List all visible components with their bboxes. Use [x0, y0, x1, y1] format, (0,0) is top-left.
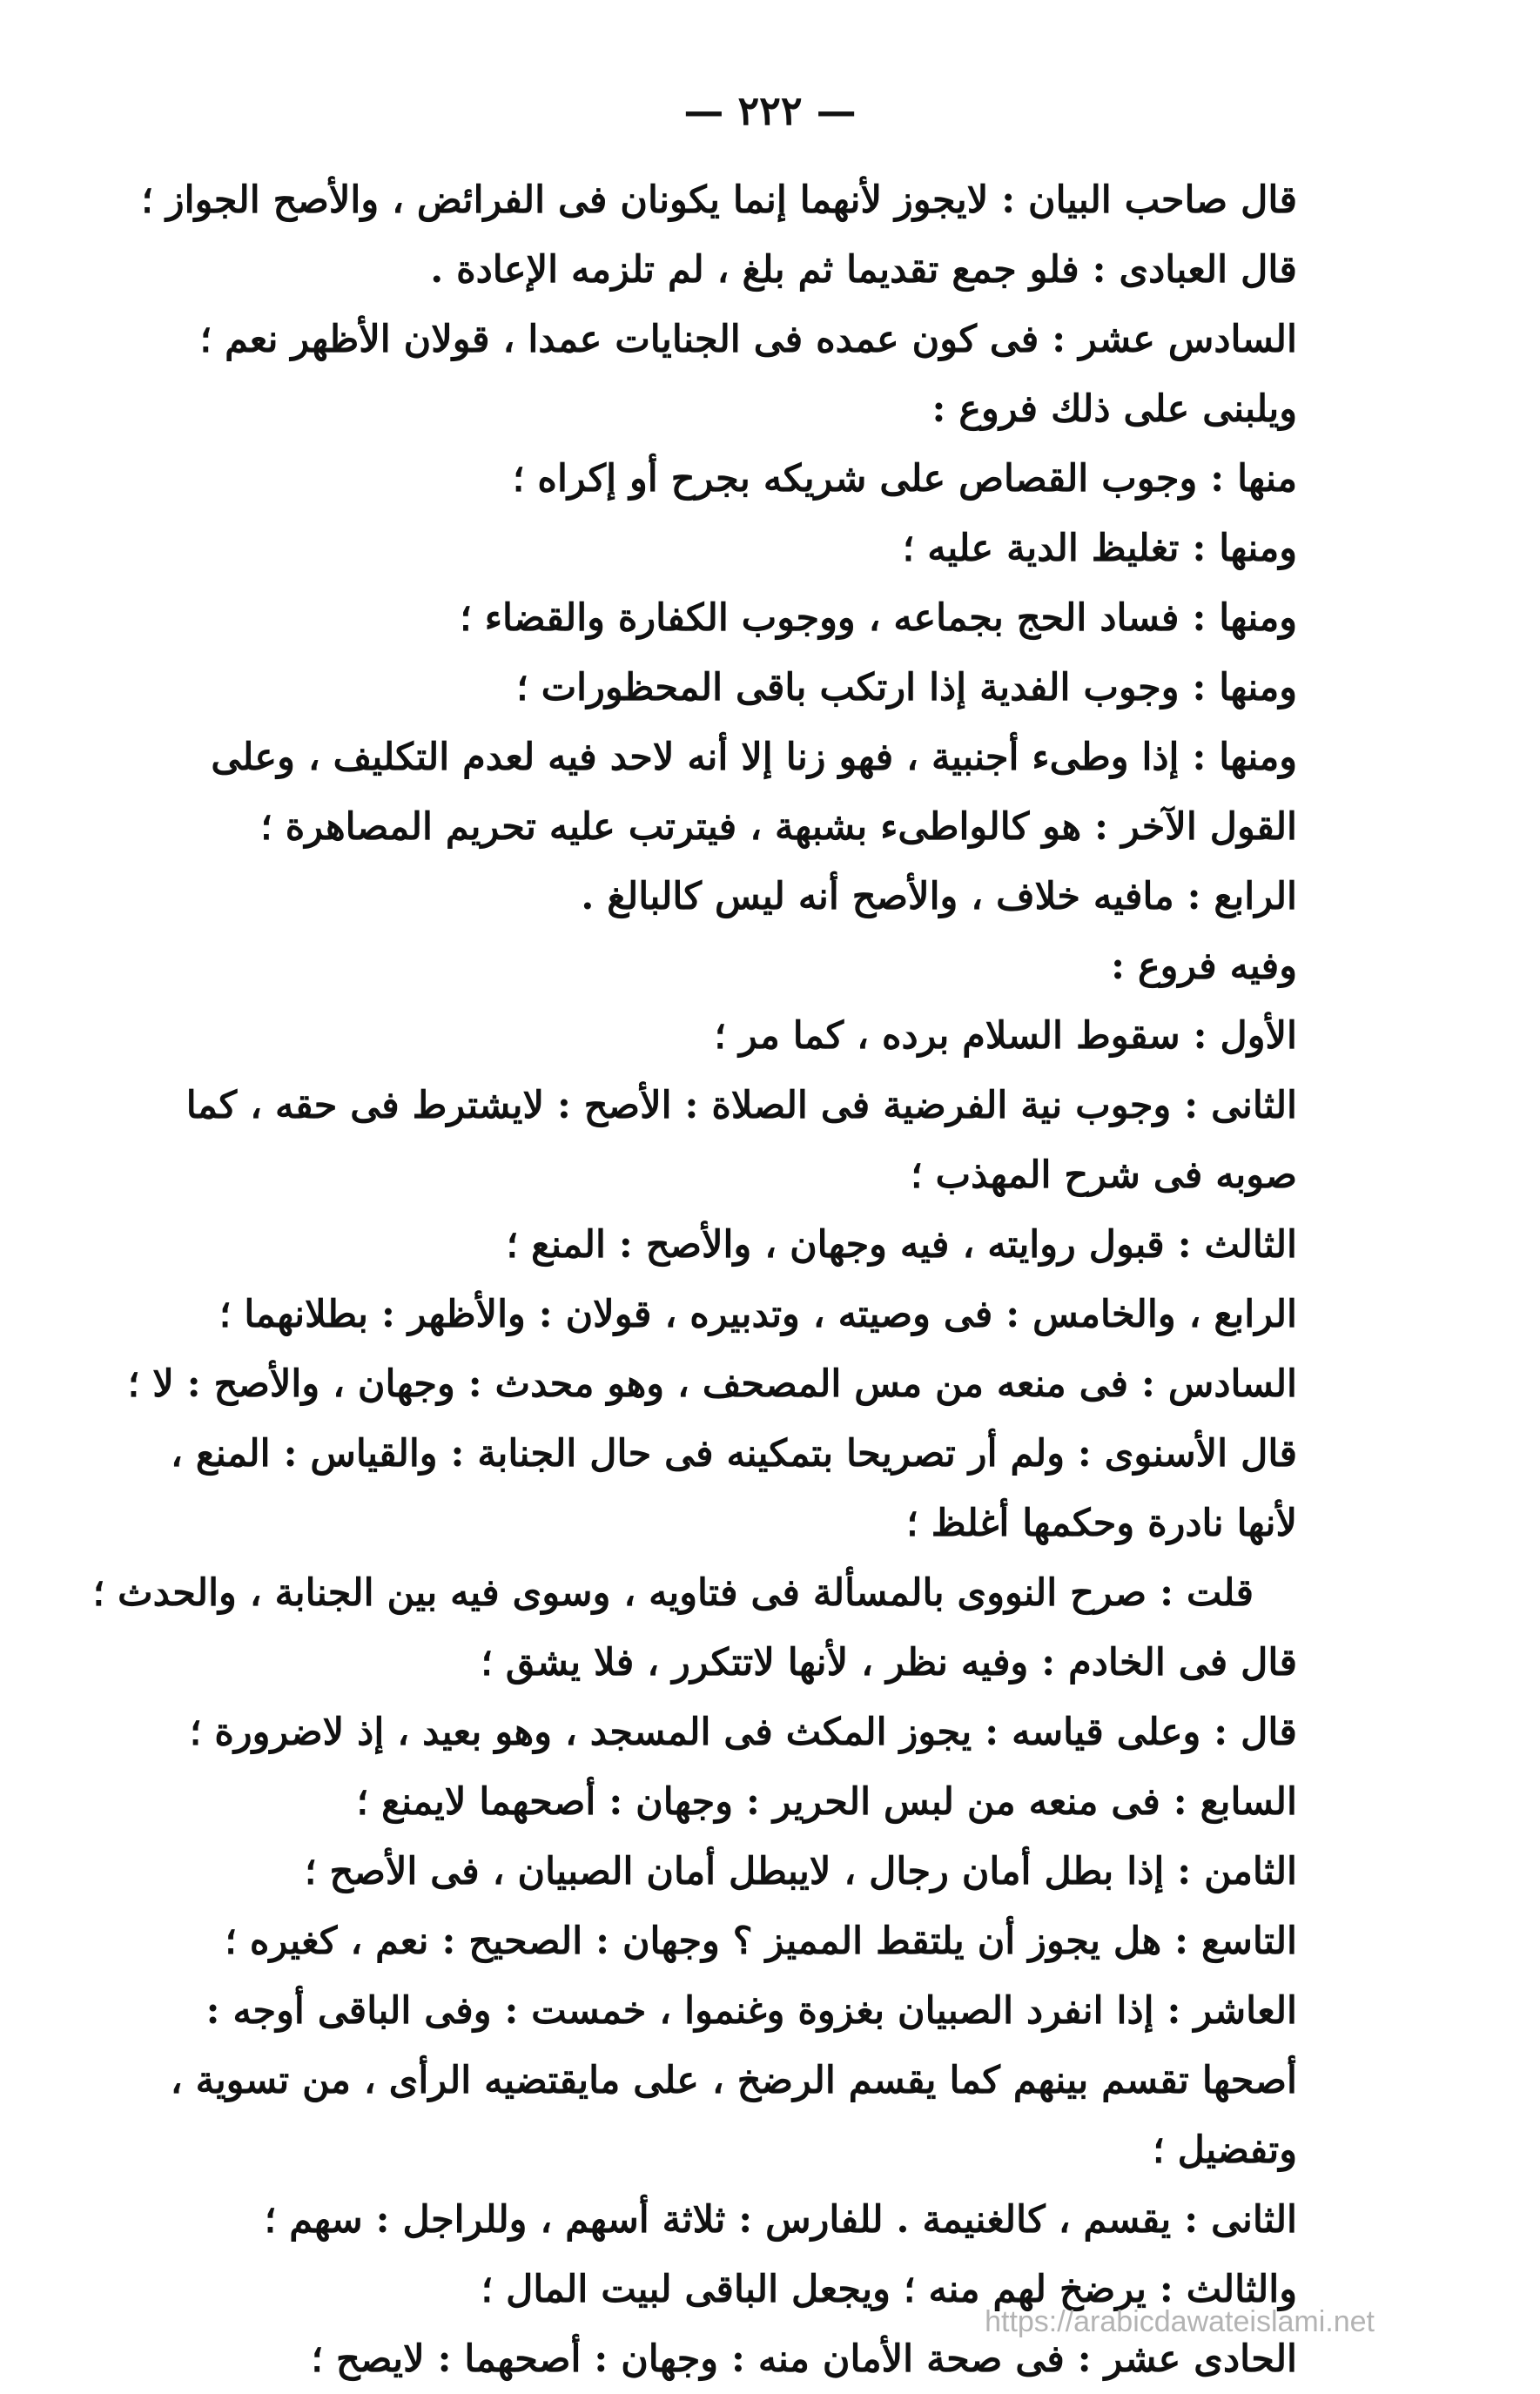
text-line: قال العبادى : فلو جمع تقديما ثم بلغ ، لم تلزمه الإعادة .: [430, 248, 1297, 292]
text-line: العاشر : إذا انفرد الصبيان بغزوة وغنموا ، خمست : وفى الباقى أوجه : أصحها تقسم بينهم كما يقسم الرضخ ، على مايقتضيه الرأى ، من تسوية ، وتفضيل ؛: [170, 1989, 1297, 2172]
text-line: الحادى عشر : فى صحة الأمان منه : وجهان : أصحهما : لايصح ؛: [311, 2337, 1297, 2381]
text-line: الثامن : إذا بطل أمان رجال ، لايبطل أمان الصبيان ، فى الأصح ؛: [304, 1850, 1297, 1893]
text-line: التاسع : هل يجوز أن يلتقط المميز ؟ وجهان : الصحيح : نعم ، كغيره ؛: [225, 1920, 1297, 1963]
text-line: قال : وعلى قياسه : يجوز المكث فى المسجد ، وهو بعيد ، إذ لاضرورة ؛: [189, 1711, 1297, 1754]
text-line: الثانى : يقسم ، كالغنيمة . للفارس : ثلاثة أسهم ، وللراجل : سهم ؛: [264, 2198, 1297, 2242]
text-line: السادس عشر : فى كون عمده فى الجنايات عمدا ، قولان الأظهر نعم ؛: [199, 318, 1297, 361]
text-line: والثالث : يرضخ لهم منه ؛ ويجعل الباقى لبيت المال ؛: [481, 2268, 1297, 2311]
text-line: قال فى الخادم : وفيه نظر ، لأنها لاتتكرر ، فلا يشق ؛: [481, 1641, 1297, 1685]
text-line: ومنها : وجوب الفدية إذا ارتكب باقى المحظورات ؛: [516, 666, 1297, 709]
text-line: منها : وجوب القصاص على شريكه بجرح أو إكراه ؛: [512, 457, 1297, 501]
text-line: الأول : سقوط السلام برده ، كما مر ؛: [714, 1014, 1297, 1058]
text-line: ويلبنى على ذلك فروع :: [931, 387, 1297, 431]
text-line: الثالث : قبول روايته ، فيه وجهان ، والأصح : المنع ؛: [506, 1223, 1297, 1267]
text-line: ومنها : فساد الحج بجماعه ، ووجوب الكفارة والقضاء ؛: [460, 596, 1297, 640]
text-line: الرابع : مافيه خلاف ، والأصح أنه ليس كالبالغ .: [581, 875, 1297, 918]
text-line: ومنها : تغليظ الدية عليه ؛: [902, 527, 1297, 570]
text-line: ومنها : إذا وطىء أجنبية ، فهو زنا إلا أنه لاحد فيه لعدم التكليف ، وعلى القول الآخر : هو كالواطىء بشبهة ، فيترتب عليه تحريم المصاهرة ؛: [211, 736, 1297, 849]
text-line: قلت : صرح النووى بالمسألة فى فتاويه ، وسوى فيه بين الجنابة ، والحدث ؛: [92, 1571, 1254, 1615]
text-line: السادس : فى منعه من مس المصحف ، وهو محدث : وجهان ، والأصح : لا ؛: [127, 1362, 1297, 1406]
text-line: قال صاحب البيان : لايجوز لأنهما إنما يكونان فى الفرائض ، والأصح الجواز ؛: [141, 178, 1297, 222]
watermark-url: https://arabicdawateislami.net: [985, 2305, 1375, 2338]
text-line: السابع : فى منعه من لبس الحرير : وجهان : أصحهما لايمنع ؛: [356, 1780, 1297, 1824]
text-line: قال الأسنوى : ولم أر تصريحا بتمكينه فى حال الجنابة : والقياس : المنع ، لأنها نادرة وحكمها أغلظ ؛: [170, 1432, 1297, 1545]
text-line: الثانى : وجوب نية الفرضية فى الصلاة : الأصح : لايشترط فى حقه ، كما صوبه فى شرح المهذب ؛: [185, 1084, 1297, 1197]
text-line: وفيه فروع :: [1111, 945, 1297, 988]
text-line: الرابع ، والخامس : فى وصيته ، وتدبيره ، قولان : والأظهر : بطلانهما ؛: [219, 1293, 1297, 1336]
page-body: [92, 165, 1297, 2394]
page-number: — ٢٢٢ —: [683, 87, 857, 134]
